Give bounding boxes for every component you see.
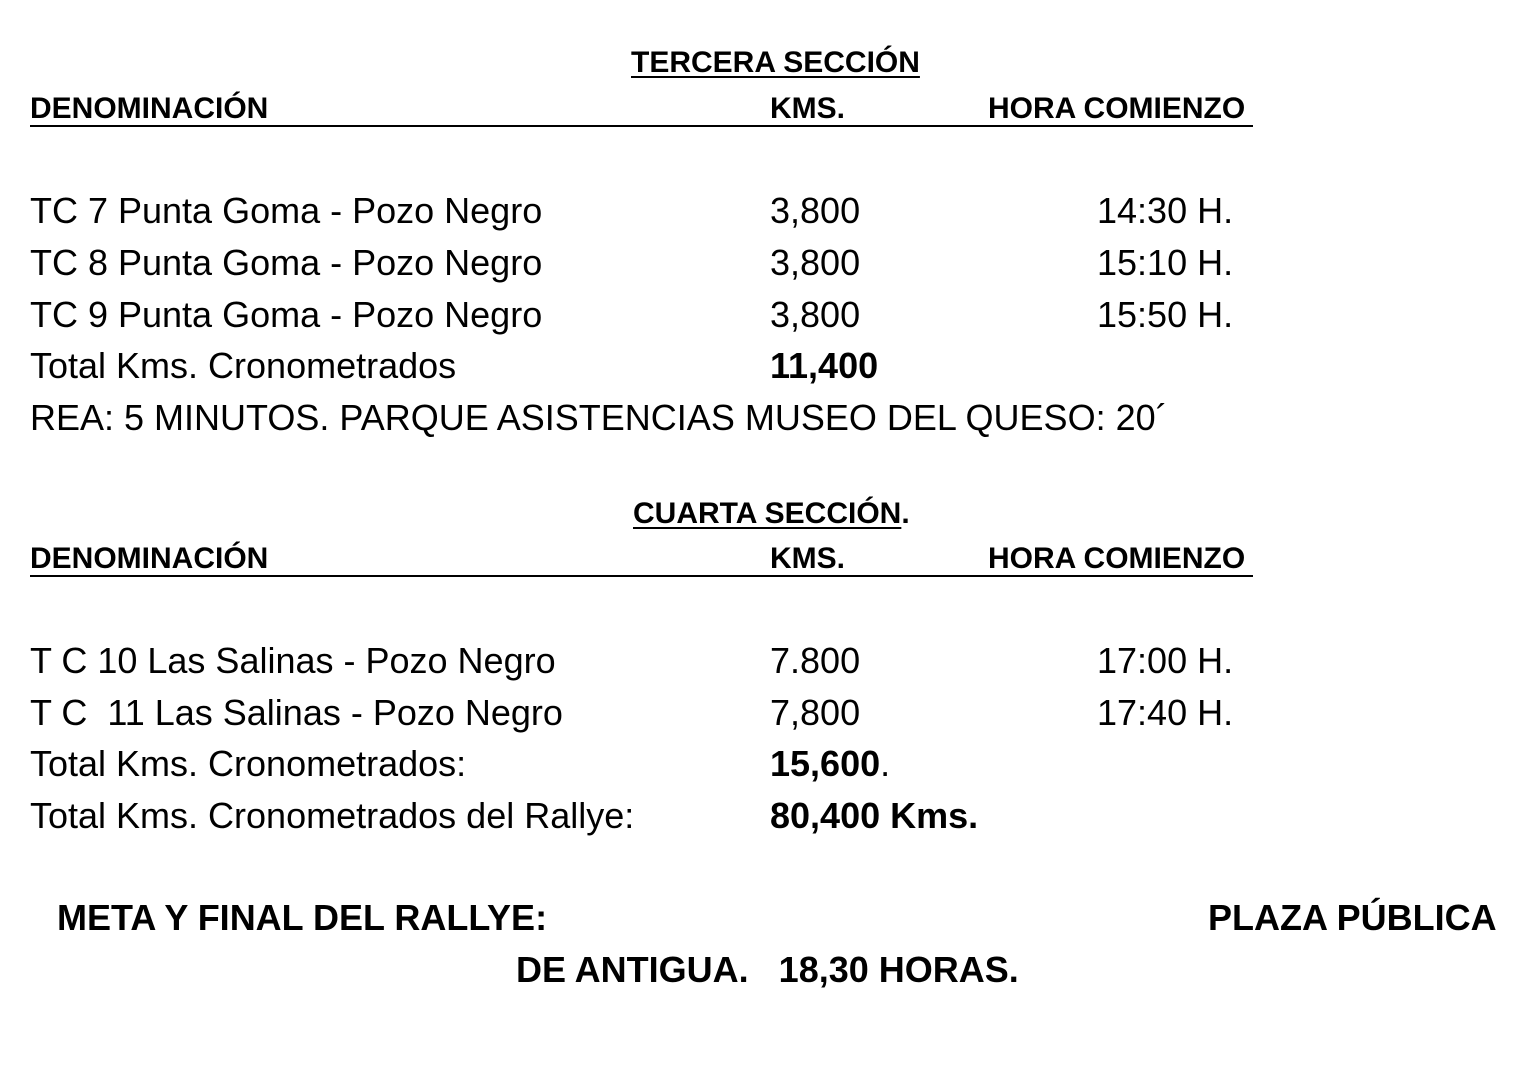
section-title-tercera: TERCERA SECCIÓN [631,46,920,79]
stage-route: Punta Goma - Pozo Negro [118,242,543,283]
stage-hora: 15:50 H. [1097,294,1234,335]
stage-hora: 15:10 H. [1097,242,1234,283]
stage-route: Punta Goma - Pozo Negro [118,294,543,335]
total-label: Total Kms. Cronometrados: [30,743,467,784]
header-denominacion: DENOMINACIÓN [30,542,269,575]
total-label: Total Kms. Cronometrados [30,345,457,386]
stage-hora: 17:00 H. [1097,640,1234,681]
total-value: 15,600 [770,743,881,784]
header-hora: HORA COMIENZO [988,92,1246,125]
header-underline [30,125,1253,127]
section-title-period: . [901,497,910,530]
section-title-cuarta: CUARTA SECCIÓN [633,497,902,530]
total-value-wrap [770,743,890,785]
finish-label: META Y FINAL DEL RALLYE: [57,897,548,938]
total-suffix: . [880,743,891,784]
stage-code: TC 7 [30,190,109,231]
stage-route: Punta Goma - Pozo Negro [118,190,543,231]
rea-note: REA: 5 MINUTOS. PARQUE ASISTENCIAS MUSEO DEL QUESO: 20´ [30,397,1168,438]
header-denominacion: DENOMINACIÓN [30,92,269,125]
header-kms: KMS. [770,542,845,575]
stage-kms: 7,800 [770,692,861,733]
stage-kms: 3,800 [770,294,861,335]
rallye-total-value: 80,400 Kms. [770,795,979,836]
header-hora: HORA COMIENZO [988,542,1246,575]
stage-hora: 14:30 H. [1097,190,1234,231]
stage-name: T C 10 Las Salinas - Pozo Negro [30,640,556,681]
header-underline [30,575,1253,577]
stage-hora: 17:40 H. [1097,692,1234,733]
stage-kms: 3,800 [770,190,861,231]
stage-kms: 7.800 [770,640,861,681]
stage-kms: 3,800 [770,242,861,283]
stage-code: TC 9 [30,294,109,335]
rallye-total-label: Total Kms. Cronometrados del Rallye: [30,795,635,836]
section-title-cuarta-wrap [633,497,910,531]
finish-place: PLAZA PÚBLICA [1208,897,1497,938]
header-kms: KMS. [770,92,845,125]
finish-place-time: DE ANTIGUA. 18,30 HORAS. [516,949,1019,990]
total-value: 11,400 [770,345,879,386]
stage-name: T C 11 Las Salinas - Pozo Negro [30,692,563,733]
stage-code: TC 8 [30,242,109,283]
